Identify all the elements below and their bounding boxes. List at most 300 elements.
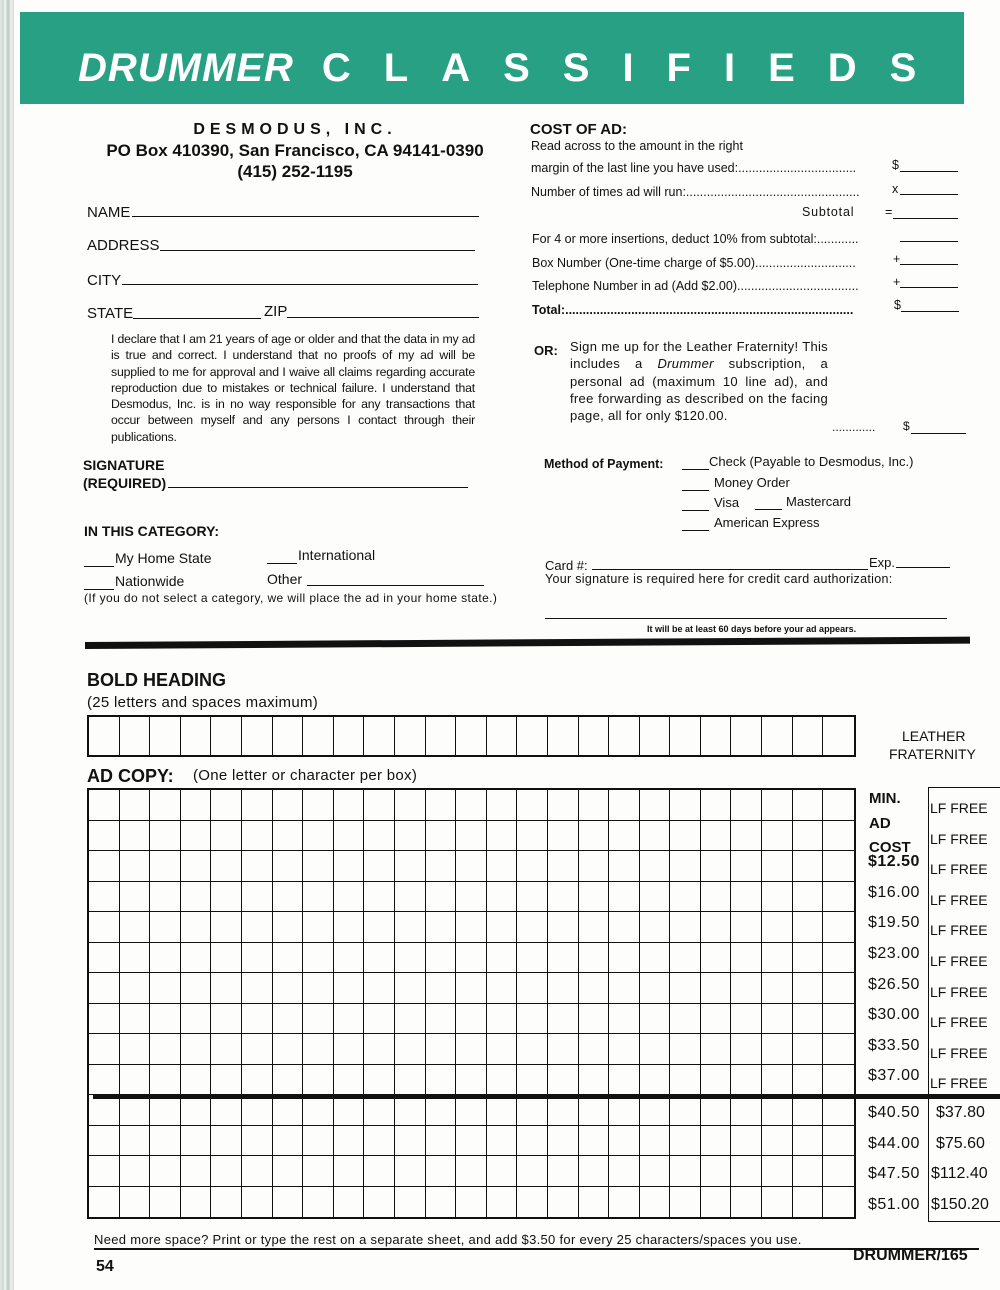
ad-copy-cell[interactable] [150,821,181,852]
ad-copy-cell[interactable] [640,851,671,882]
ad-copy-cell[interactable] [334,1156,365,1187]
ad-copy-cell[interactable] [211,1126,242,1157]
ad-copy-cell[interactable] [823,1187,854,1218]
ad-copy-cell[interactable] [181,790,212,821]
ad-copy-cell[interactable] [150,1156,181,1187]
ad-copy-cell[interactable] [487,1034,518,1065]
money-order-checkbox[interactable] [682,477,709,491]
ad-copy-cell[interactable] [89,821,120,852]
ad-copy-cell[interactable] [120,821,151,852]
ad-copy-cell[interactable] [548,851,579,882]
heading-letter-box[interactable] [517,717,548,755]
ad-copy-cell[interactable] [640,790,671,821]
ad-copy-cell[interactable] [334,882,365,913]
ad-copy-cell[interactable] [548,1095,579,1126]
ad-copy-cell[interactable] [701,1156,732,1187]
ad-copy-cell[interactable] [731,821,762,852]
ad-copy-cell[interactable] [242,973,273,1004]
heading-letter-box[interactable] [150,717,181,755]
ad-copy-cell[interactable] [334,1187,365,1218]
ad-copy-cell[interactable] [793,943,824,974]
ad-copy-cell[interactable] [456,1156,487,1187]
heading-letter-box[interactable] [609,717,640,755]
ad-copy-cell[interactable] [579,912,610,943]
heading-letter-box[interactable] [456,717,487,755]
ad-copy-cell[interactable] [303,1156,334,1187]
ad-copy-cell[interactable] [456,1004,487,1035]
ad-copy-cell[interactable] [242,1156,273,1187]
ad-copy-cell[interactable] [120,1065,151,1096]
ad-copy-cell[interactable] [89,851,120,882]
ad-copy-cell[interactable] [334,943,365,974]
bold-heading-boxes[interactable] [87,715,856,757]
ad-copy-cell[interactable] [548,1156,579,1187]
ad-copy-cell[interactable] [640,1095,671,1126]
ad-copy-cell[interactable] [579,1187,610,1218]
ad-copy-cell[interactable] [303,1065,334,1096]
ad-copy-cell[interactable] [823,821,854,852]
ad-copy-cell[interactable] [303,943,334,974]
ad-copy-cell[interactable] [670,1034,701,1065]
ad-copy-cell[interactable] [670,943,701,974]
ad-copy-cell[interactable] [579,1034,610,1065]
ad-copy-cell[interactable] [303,851,334,882]
ad-copy-cell[interactable] [670,1095,701,1126]
ad-copy-cell[interactable] [548,1065,579,1096]
ad-copy-cell[interactable] [609,912,640,943]
ad-copy-cell[interactable] [89,1187,120,1218]
ad-copy-cell[interactable] [150,1065,181,1096]
city-field[interactable] [122,270,478,285]
ad-copy-cell[interactable] [670,912,701,943]
ad-copy-cell[interactable] [273,912,304,943]
ad-copy-cell[interactable] [303,882,334,913]
heading-letter-box[interactable] [181,717,212,755]
ad-copy-cell[interactable] [426,912,457,943]
name-field[interactable] [132,202,479,217]
ad-copy-cell[interactable] [426,1156,457,1187]
heading-letter-box[interactable] [242,717,273,755]
ad-copy-cell[interactable] [211,1034,242,1065]
ad-copy-cell[interactable] [609,1034,640,1065]
ad-copy-cell[interactable] [181,821,212,852]
ad-copy-cell[interactable] [395,912,426,943]
ad-copy-cell[interactable] [701,1065,732,1096]
ad-copy-cell[interactable] [701,973,732,1004]
ad-copy-cell[interactable] [211,1004,242,1035]
ad-copy-cell[interactable] [364,973,395,1004]
ad-copy-cell[interactable] [487,943,518,974]
ad-copy-cell[interactable] [579,1065,610,1096]
ad-copy-cell[interactable] [517,790,548,821]
ad-copy-cell[interactable] [334,912,365,943]
other-category-field[interactable] [307,572,484,586]
ad-copy-cell[interactable] [426,790,457,821]
ad-copy-cell[interactable] [395,1095,426,1126]
ad-copy-cell[interactable] [731,1126,762,1157]
ad-copy-cell[interactable] [303,1126,334,1157]
ad-copy-cell[interactable] [211,790,242,821]
ad-copy-cell[interactable] [670,1004,701,1035]
ad-copy-cell[interactable] [211,943,242,974]
ad-copy-cell[interactable] [793,1156,824,1187]
ad-copy-cell[interactable] [548,1126,579,1157]
heading-letter-box[interactable] [211,717,242,755]
discount-field[interactable] [900,228,958,242]
ad-copy-cell[interactable] [364,821,395,852]
ad-copy-cell[interactable] [211,912,242,943]
ad-copy-cell[interactable] [273,1187,304,1218]
ad-copy-cell[interactable] [548,790,579,821]
ad-copy-cell[interactable] [487,882,518,913]
ad-copy-cell[interactable] [487,1126,518,1157]
ad-copy-cell[interactable] [579,851,610,882]
ad-copy-cell[interactable] [609,1095,640,1126]
ad-copy-cell[interactable] [426,1187,457,1218]
ad-copy-cell[interactable] [579,1126,610,1157]
ad-copy-cell[interactable] [395,973,426,1004]
heading-letter-box[interactable] [793,717,824,755]
ad-copy-cell[interactable] [303,1095,334,1126]
ad-copy-cell[interactable] [579,882,610,913]
ad-copy-cell[interactable] [334,1126,365,1157]
ad-copy-cell[interactable] [364,882,395,913]
ad-copy-cell[interactable] [640,943,671,974]
ad-copy-cell[interactable] [579,821,610,852]
ad-copy-cell[interactable] [517,1126,548,1157]
ad-copy-cell[interactable] [731,1004,762,1035]
ad-copy-cell[interactable] [364,1004,395,1035]
ad-copy-cell[interactable] [181,851,212,882]
heading-letter-box[interactable] [670,717,701,755]
ad-copy-cell[interactable] [579,790,610,821]
ad-copy-cell[interactable] [211,973,242,1004]
heading-letter-box[interactable] [364,717,395,755]
ad-copy-cell[interactable] [334,821,365,852]
ad-copy-cell[interactable] [364,943,395,974]
ad-copy-cell[interactable] [701,790,732,821]
ad-copy-cell[interactable] [456,1034,487,1065]
ad-copy-cell[interactable] [426,851,457,882]
ad-copy-cell[interactable] [242,1187,273,1218]
ad-copy-cell[interactable] [731,1065,762,1096]
ad-copy-cell[interactable] [762,882,793,913]
ad-copy-cell[interactable] [701,1004,732,1035]
ad-copy-cell[interactable] [456,821,487,852]
ad-copy-cell[interactable] [640,1156,671,1187]
ad-copy-cell[interactable] [731,882,762,913]
ad-copy-cell[interactable] [823,851,854,882]
box-number-field[interactable] [900,251,958,265]
ad-copy-cell[interactable] [640,882,671,913]
ad-copy-cell[interactable] [334,973,365,1004]
ad-copy-cell[interactable] [640,912,671,943]
ad-copy-cell[interactable] [456,851,487,882]
ad-copy-cell[interactable] [701,1126,732,1157]
ad-copy-cell[interactable] [334,1095,365,1126]
ad-copy-cell[interactable] [89,1065,120,1096]
ad-copy-cell[interactable] [762,851,793,882]
ad-copy-cell[interactable] [426,882,457,913]
my-home-state-checkbox[interactable] [84,553,114,567]
ad-copy-cell[interactable] [517,973,548,1004]
ad-copy-cell[interactable] [609,821,640,852]
ad-copy-cell[interactable] [731,1187,762,1218]
ad-copy-cell[interactable] [273,1065,304,1096]
ad-copy-cell[interactable] [670,1187,701,1218]
ad-copy-cell[interactable] [548,943,579,974]
ad-copy-cell[interactable] [150,973,181,1004]
ad-copy-cell[interactable] [395,943,426,974]
heading-letter-box[interactable] [426,717,457,755]
ad-copy-cell[interactable] [517,882,548,913]
ad-copy-cell[interactable] [395,1187,426,1218]
ad-copy-cell[interactable] [334,851,365,882]
ad-copy-cell[interactable] [273,943,304,974]
ad-copy-cell[interactable] [120,1095,151,1126]
ad-copy-cell[interactable] [456,790,487,821]
ad-copy-cell[interactable] [364,790,395,821]
ad-copy-cell[interactable] [273,882,304,913]
ad-copy-cell[interactable] [548,973,579,1004]
nationwide-checkbox[interactable] [84,576,114,590]
ad-copy-cell[interactable] [823,1126,854,1157]
ad-copy-cell[interactable] [456,1065,487,1096]
ad-copy-cell[interactable] [120,943,151,974]
ad-copy-cell[interactable] [487,851,518,882]
ad-copy-cell[interactable] [181,1065,212,1096]
heading-letter-box[interactable] [89,717,120,755]
ad-copy-cell[interactable] [823,1095,854,1126]
ad-copy-cell[interactable] [640,1126,671,1157]
ad-copy-cell[interactable] [517,851,548,882]
ad-copy-cell[interactable] [150,882,181,913]
ad-copy-cell[interactable] [395,1034,426,1065]
state-field[interactable] [133,304,261,319]
ad-copy-cell[interactable] [242,1004,273,1035]
ad-copy-cell[interactable] [273,1126,304,1157]
ad-copy-cell[interactable] [242,943,273,974]
ad-copy-cell[interactable] [701,912,732,943]
ad-copy-cell[interactable] [762,1095,793,1126]
ad-copy-cell[interactable] [823,790,854,821]
ad-copy-cell[interactable] [150,1004,181,1035]
ad-copy-cell[interactable] [426,1034,457,1065]
ad-copy-cell[interactable] [731,1095,762,1126]
ad-copy-cell[interactable] [242,790,273,821]
ad-copy-cell[interactable] [181,1126,212,1157]
ad-copy-cell[interactable] [579,943,610,974]
ad-copy-cell[interactable] [456,1126,487,1157]
ad-copy-cell[interactable] [120,1126,151,1157]
ad-copy-cell[interactable] [426,973,457,1004]
telephone-field[interactable] [900,274,958,288]
ad-copy-cell[interactable] [334,1034,365,1065]
ad-copy-cell[interactable] [793,1187,824,1218]
ad-copy-cell[interactable] [609,1065,640,1096]
ad-copy-cell[interactable] [426,821,457,852]
ad-copy-cell[interactable] [701,882,732,913]
ad-copy-cell[interactable] [609,943,640,974]
visa-checkbox[interactable] [682,497,709,511]
ad-copy-cell[interactable] [823,912,854,943]
ad-copy-cell[interactable] [731,790,762,821]
ad-copy-cell[interactable] [181,1156,212,1187]
ad-copy-cell[interactable] [150,790,181,821]
zip-field[interactable] [287,303,479,318]
ad-copy-cell[interactable] [334,1004,365,1035]
ad-copy-cell[interactable] [609,851,640,882]
ad-copy-cell[interactable] [701,851,732,882]
ad-copy-cell[interactable] [211,1065,242,1096]
ad-copy-cell[interactable] [762,1187,793,1218]
ad-copy-cell[interactable] [242,1126,273,1157]
ad-copy-cell[interactable] [517,821,548,852]
ad-copy-cell[interactable] [762,973,793,1004]
ad-copy-cell[interactable] [609,1187,640,1218]
ad-copy-cell[interactable] [731,1156,762,1187]
ad-copy-cell[interactable] [793,821,824,852]
ad-copy-cell[interactable] [89,882,120,913]
ad-copy-cell[interactable] [364,1065,395,1096]
ad-copy-cell[interactable] [762,1004,793,1035]
ad-copy-cell[interactable] [701,1034,732,1065]
ad-copy-cell[interactable] [487,1004,518,1035]
ad-copy-cell[interactable] [181,912,212,943]
ad-copy-cell[interactable] [303,1004,334,1035]
ad-copy-cell[interactable] [364,1126,395,1157]
heading-letter-box[interactable] [701,717,732,755]
signature-field[interactable] [168,474,468,488]
ad-copy-cell[interactable] [823,1065,854,1096]
heading-letter-box[interactable] [762,717,793,755]
ad-copy-cell[interactable] [395,882,426,913]
ad-copy-cell[interactable] [548,882,579,913]
offer-amount-field[interactable] [911,420,966,434]
ad-copy-cell[interactable] [211,1156,242,1187]
ad-copy-cell[interactable] [823,1004,854,1035]
ad-copy-cell[interactable] [89,1156,120,1187]
ad-copy-cell[interactable] [303,1034,334,1065]
ad-copy-cell[interactable] [181,1095,212,1126]
ad-copy-cell[interactable] [303,1187,334,1218]
ad-copy-cell[interactable] [364,1187,395,1218]
ad-copy-cell[interactable] [762,1065,793,1096]
ad-copy-cell[interactable] [426,1065,457,1096]
ad-copy-cell[interactable] [150,1095,181,1126]
amex-checkbox[interactable] [682,517,709,531]
ad-copy-cell[interactable] [242,821,273,852]
ad-copy-cell[interactable] [548,912,579,943]
ad-copy-cell[interactable] [273,1095,304,1126]
ad-copy-cell[interactable] [731,851,762,882]
ad-copy-cell[interactable] [120,912,151,943]
ad-copy-cell[interactable] [456,973,487,1004]
ad-copy-cell[interactable] [640,973,671,1004]
ad-copy-cell[interactable] [120,1187,151,1218]
ad-copy-cell[interactable] [517,912,548,943]
ad-copy-cell[interactable] [762,1156,793,1187]
ad-copy-cell[interactable] [364,1095,395,1126]
ad-copy-cell[interactable] [120,851,151,882]
ad-copy-cell[interactable] [364,851,395,882]
ad-copy-cell[interactable] [793,973,824,1004]
ad-copy-cell[interactable] [120,1004,151,1035]
ad-copy-cell[interactable] [242,1034,273,1065]
heading-letter-box[interactable] [487,717,518,755]
ad-copy-cell[interactable] [487,973,518,1004]
ad-copy-cell[interactable] [670,821,701,852]
ad-copy-cell[interactable] [181,1187,212,1218]
heading-letter-box[interactable] [395,717,426,755]
check-checkbox[interactable] [682,456,709,470]
ad-copy-cell[interactable] [823,1034,854,1065]
ad-copy-cell[interactable] [579,973,610,1004]
ad-copy-cell[interactable] [640,1187,671,1218]
ad-copy-cell[interactable] [701,1187,732,1218]
ad-copy-cell[interactable] [120,882,151,913]
heading-letter-box[interactable] [303,717,334,755]
heading-letter-box[interactable] [120,717,151,755]
ad-copy-cell[interactable] [609,1156,640,1187]
ad-copy-cell[interactable] [517,1034,548,1065]
ad-copy-cell[interactable] [609,790,640,821]
ad-copy-cell[interactable] [273,973,304,1004]
ad-copy-cell[interactable] [487,1065,518,1096]
heading-letter-box[interactable] [731,717,762,755]
ad-copy-cell[interactable] [670,851,701,882]
subtotal-field[interactable] [893,205,958,219]
ad-copy-cell[interactable] [793,1065,824,1096]
ad-copy-cell[interactable] [426,1095,457,1126]
ad-copy-cell[interactable] [823,1156,854,1187]
ad-copy-cell[interactable] [823,973,854,1004]
ad-copy-cell[interactable] [303,973,334,1004]
ad-copy-cell[interactable] [211,851,242,882]
ad-copy-cell[interactable] [211,1095,242,1126]
ad-copy-cell[interactable] [487,1156,518,1187]
ad-copy-cell[interactable] [609,882,640,913]
ad-copy-cell[interactable] [273,1156,304,1187]
ad-copy-cell[interactable] [793,912,824,943]
ad-copy-cell[interactable] [670,1126,701,1157]
ad-copy-cell[interactable] [731,912,762,943]
ad-copy-cell[interactable] [670,790,701,821]
ad-copy-cell[interactable] [793,1126,824,1157]
ad-copy-cell[interactable] [793,882,824,913]
ad-copy-cell[interactable] [150,1034,181,1065]
ad-copy-cell[interactable] [395,1065,426,1096]
ad-copy-cell[interactable] [670,1065,701,1096]
ad-copy-cell[interactable] [731,1034,762,1065]
ad-copy-cell[interactable] [364,1156,395,1187]
ad-copy-cell[interactable] [426,1126,457,1157]
ad-copy-cell[interactable] [242,1095,273,1126]
ad-copy-cell[interactable] [395,851,426,882]
ad-copy-cell[interactable] [89,1034,120,1065]
ad-copy-cell[interactable] [334,1065,365,1096]
ad-copy-cell[interactable] [640,1034,671,1065]
ad-copy-cell[interactable] [150,943,181,974]
ad-copy-cell[interactable] [181,943,212,974]
ad-copy-cell[interactable] [793,851,824,882]
ad-copy-cell[interactable] [395,790,426,821]
ad-copy-cell[interactable] [303,912,334,943]
heading-letter-box[interactable] [640,717,671,755]
ad-copy-cell[interactable] [517,943,548,974]
ad-copy-cell[interactable] [89,973,120,1004]
exp-field[interactable] [896,554,950,568]
